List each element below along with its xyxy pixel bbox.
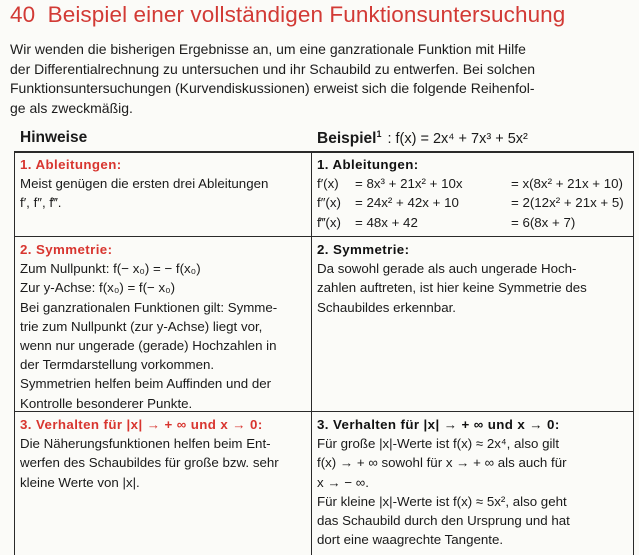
hint-line: werfen des Schaubildes für große bzw. sehr [20, 455, 279, 471]
example-line: Für große |x|-Werte ist f(x) ≈ 2x⁴, also gilt [317, 436, 560, 452]
hint-heading: 2. Symmetrie: [20, 242, 113, 257]
table-right-border [633, 151, 634, 555]
derivative-expanded: = 8x³ + 21x² + 10x [355, 176, 463, 192]
footnote-marker: 1 [376, 129, 382, 139]
hint-heading: 1. Ableitungen: [20, 157, 122, 172]
hint-heading: 3. Verhalten für |x| → + ∞ und x → 0: [20, 417, 263, 432]
example-function: : f(x) = 2x⁴ + 7x³ + 5x² [387, 131, 528, 148]
example-line: dort eine waagrechte Tangente. [317, 532, 504, 548]
hint-line: Die Näherungsfunktionen helfen beim Ent- [20, 436, 271, 452]
hint-line: Symmetrien helfen beim Auffinden und der [20, 376, 272, 392]
row-divider [14, 236, 634, 237]
derivative-name: f″(x) [317, 195, 341, 211]
derivative-expanded: = 48x + 42 [355, 214, 418, 230]
hint-line: trie zum Nullpunkt (zur y-Achse) liegt vor, [20, 318, 263, 334]
section-title-text: Beispiel einer vollständigen Funktionsuntersuchung [47, 2, 566, 27]
example-cell-symmetry [317, 240, 587, 317]
table-top-rule [14, 151, 634, 153]
derivative-line [317, 213, 624, 232]
table-left-border [14, 151, 15, 555]
hint-line: wenn nur ungerade (gerade) Hochzahlen in [20, 338, 277, 354]
intro-line: der Differentialrechnung zu untersuchen und ihr Schaubild zu entwerfen. Bei solchen [10, 60, 536, 77]
hint-line: Zum Nullpunkt: f(− x₀) = − f(x₀) [20, 261, 201, 277]
intro-paragraph [10, 40, 630, 118]
derivative-name: f′(x) [317, 176, 339, 192]
example-line: x → − ∞. [317, 474, 369, 490]
derivative-expanded: = 24x² + 42x + 10 [355, 195, 459, 211]
example-line: das Schaubild durch den Ursprung und hat [317, 513, 570, 529]
beispiel-label: Beispiel [317, 130, 377, 148]
column-header-beispiel [317, 129, 528, 148]
example-heading: 2. Symmetrie: [317, 242, 410, 257]
derivative-factored: = 6(8x + 7) [511, 214, 576, 230]
hint-line: kleine Werte von |x|. [20, 474, 140, 490]
derivative-factored: = x(8x² + 21x + 10) [511, 176, 623, 192]
hint-cell-behavior [20, 415, 279, 492]
hint-cell-derivatives [20, 155, 268, 213]
example-heading: 3. Verhalten für |x| → + ∞ und x → 0: [317, 417, 560, 432]
intro-line: Funktionsuntersuchungen (Kurvendiskussionen) erweist sich die folgende Reihenfol- [10, 80, 535, 96]
example-cell-behavior [317, 415, 570, 549]
table-middle-border [311, 151, 312, 555]
section-number: 40 [10, 2, 36, 27]
example-line: f(x) → + ∞ sowohl für x → + ∞ als auch für [317, 455, 567, 471]
example-line: Für kleine |x|-Werte ist f(x) ≈ 5x², also geht [317, 493, 567, 509]
example-line: zahlen auftreten, ist hier keine Symmetrie des [317, 280, 587, 296]
derivative-factored: = 2(12x² + 21x + 5) [511, 195, 624, 211]
hint-line: Meist genügen die ersten drei Ableitungen [20, 176, 269, 192]
derivative-line [317, 174, 624, 193]
hint-line: Zur y-Achse: f(x₀) = f(− x₀) [20, 280, 176, 296]
hint-line: der Termdarstellung vorkommen. [20, 357, 215, 373]
hint-line: f′, f″, f‴. [20, 195, 62, 211]
example-cell-derivatives [317, 155, 624, 232]
hint-line: Kontrolle besonderer Punkte. [20, 395, 193, 411]
hint-cell-symmetry [20, 240, 277, 413]
derivative-line [317, 193, 624, 212]
hint-line: Bei ganzrationalen Funktionen gilt: Symme- [20, 299, 278, 315]
derivative-name: f‴(x) [317, 214, 341, 230]
example-line: Da sowohl gerade als auch ungerade Hoch- [317, 261, 577, 277]
section-title [10, 2, 565, 28]
example-line: Schaubildes erkennbar. [317, 299, 456, 315]
example-heading: 1. Ableitungen: [317, 157, 419, 172]
column-header-hinweise: Hinweise [20, 129, 88, 146]
intro-line: ge als zweckmäßig. [10, 99, 133, 116]
intro-line: Wir wenden die bisherigen Ergebnisse an, um eine ganzrationale Funktion mit Hilfe [10, 41, 526, 57]
